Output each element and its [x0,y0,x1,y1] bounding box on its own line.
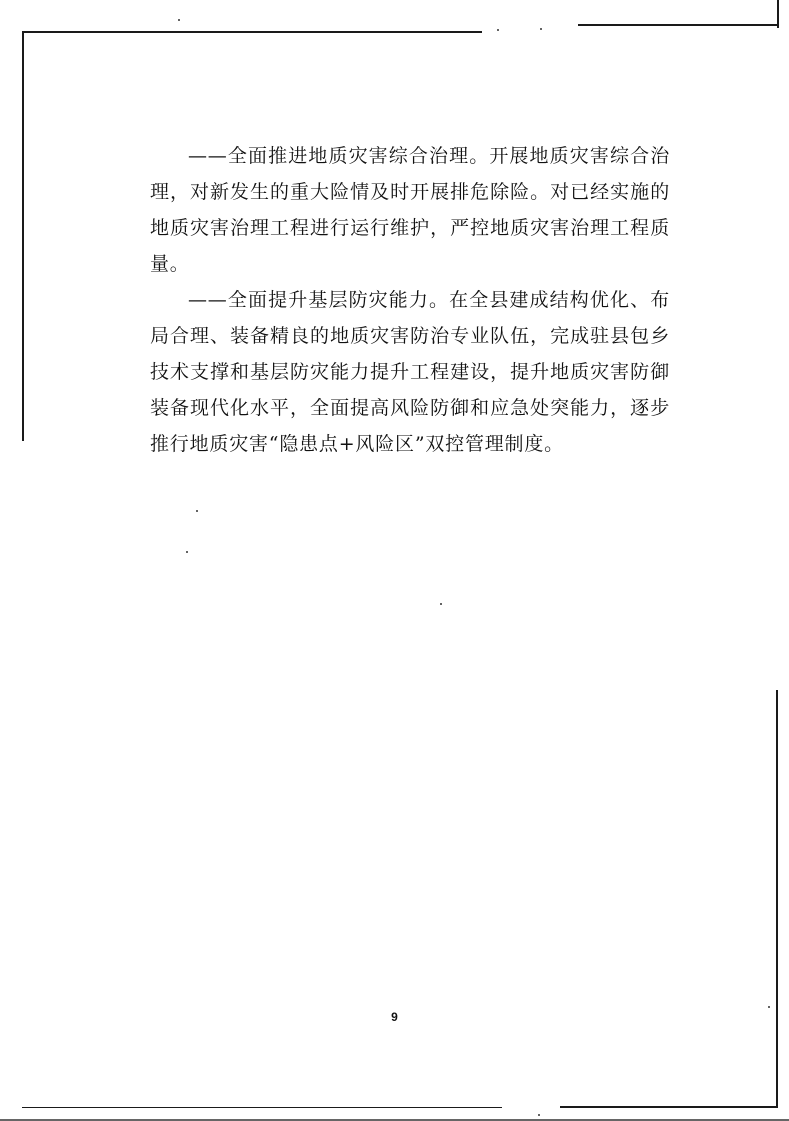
scan-speck [196,510,198,512]
scan-speck [186,551,188,553]
scan-speck [497,29,499,31]
scan-border-top [22,31,482,33]
scan-border-top-right [578,24,778,26]
scan-speck [768,1006,770,1008]
scan-speck [178,19,180,21]
page-number: 9 [391,1010,398,1024]
scan-border-right-top [777,0,779,28]
scan-border-right [776,690,778,1108]
scan-border-bottom [22,1107,502,1108]
scan-speck [440,603,442,605]
scan-border-bottom-right [560,1106,778,1108]
scan-speck [540,28,542,30]
scan-border-left [22,31,24,441]
paragraph-grassroots-capacity: ——全面提升基层防灾能力。在全县建成结构优化、布局合理、装备精良的地质灾害防治专业队伍，完成驻县包乡技术支撑和基层防灾能力提升工程建设，提升地质灾害防御装备现代化水平，全面提高风险防御和应急处突能力，逐步推行地质灾害“隐患点+风险区”双控管理制度。 [150,289,670,455]
paragraph-geohazard-treatment: ——全面推进地质灾害综合治理。开展地质灾害综合治理，对新发生的重大险情及时开展排危除险。对已经实施的地质灾害治理工程进行运行维护，严控地质灾害治理工程质量。 [150,145,670,275]
scan-speck [538,1114,540,1116]
body-text [150,138,670,462]
